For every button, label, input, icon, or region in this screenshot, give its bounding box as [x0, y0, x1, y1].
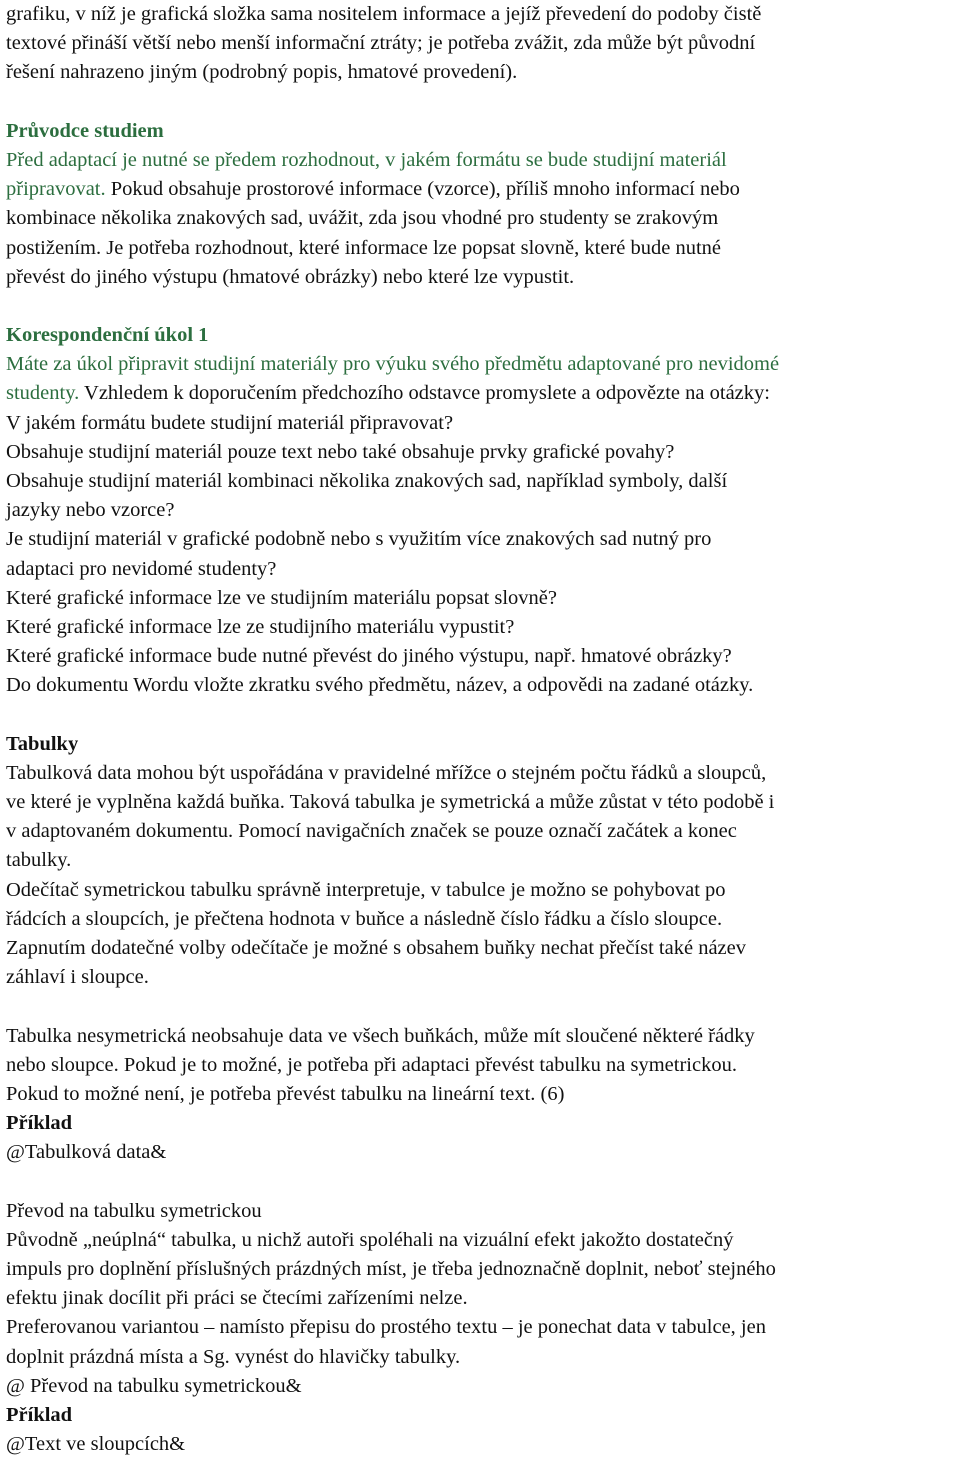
- task-title: Korespondenční úkol 1: [6, 324, 209, 347]
- tables-para1-line: záhlaví i sloupce.: [6, 966, 149, 989]
- intro-line-2: textové přináší větší nebo menší informační ztráty; je potřeba zvážit, zda může být původní: [6, 32, 756, 55]
- conversion-line: impuls pro doplnění příslušných prázdných míst, je třeba jednoznačně doplnit, neboť stejného: [6, 1258, 776, 1281]
- conversion-line: doplnit prázdná místa a Sg. vynést do hlavičky tabulky.: [6, 1345, 461, 1368]
- task-question: Je studijní materiál v grafické podobně nebo s využitím více znakových sad nutný pro: [6, 528, 712, 551]
- spacer: [6, 1168, 954, 1197]
- tables-title: Tabulky: [6, 732, 79, 755]
- tables-para1-line: v adaptovaném dokumentu. Pomocí navigačních značek se pouze označí začátek a konec: [6, 820, 737, 843]
- guide-line-4-rest: Je potřeba rozhodnout, které informace lze popsat slovně, které bude nutné: [101, 236, 721, 259]
- task-question: Které grafické informace bude nutné převést do jiného výstupu, např. hmatové obrázky?: [6, 645, 732, 668]
- task-instruction: Do dokumentu Wordu vložte zkratku svého předmětu, název, a odpovědi na zadané otázky.: [6, 674, 754, 697]
- example-1-title: Příklad: [6, 1112, 73, 1135]
- task-line-2-rest: Vzhledem k doporučením předchozího odstavce promyslete a odpovězte na otázky:: [79, 382, 770, 405]
- conversion-marker: @ Převod na tabulku symetrickou&: [6, 1374, 302, 1397]
- guide-line-1: Před adaptací je nutné se předem rozhodnout, v jakém formátu se bude studijní materiál: [6, 148, 727, 171]
- conversion-line: efektu jinak docílit při práci se čtecími zařízeními nelze.: [6, 1287, 468, 1310]
- tables-para1-line: Tabulková data mohou být uspořádána v pravidelné mřížce o stejném počtu řádků a sloupců,: [6, 761, 767, 784]
- conversion-title: Převod na tabulku symetrickou: [6, 1199, 262, 1222]
- intro-line-1: grafiku, v níž je grafická složka sama nositelem informace a jejíž převedení do podoby čistě: [6, 3, 762, 25]
- guide-line-3: kombinace několika znakových sad, uvážit, zda jsou vhodné pro studenty se zrakovým: [6, 207, 719, 230]
- conversion-line: Původně „neúplná“ tabulka, u nichž autoři spoléhali na vizuální efekt jakožto dostatečný: [6, 1228, 734, 1251]
- task-line-1: Máte za úkol připravit studijní materiály pro výuku svého předmětu adaptované pro nevidomé: [6, 353, 780, 376]
- task-question: jazyky nebo vzorce?: [6, 499, 175, 522]
- tables-para1-line: řádcích a sloupcích, je přečtena hodnota v buňce a následně číslo řádku a číslo sloupce.: [6, 907, 723, 930]
- guide-line-5: převést do jiného výstupu (hmatové obrázky) nebo které lze vypustit.: [6, 265, 575, 288]
- guide-line-4-start: postižením.: [6, 236, 102, 259]
- conversion-line: Preferovanou variantou – namísto přepisu do prostého textu – je ponechat data v tabulce, jen: [6, 1316, 766, 1339]
- guide-line-2-green: připravovat.: [6, 178, 106, 201]
- tables-para2-line: nebo sloupce. Pokud je to možné, je potřeba při adaptaci převést tabulku na symetrickou.: [6, 1053, 737, 1076]
- tables-para1-line: ve které je vyplněna každá buňka. Taková tabulka je symetrická a může zůstat v této podobě i: [6, 791, 775, 814]
- task-question: Které grafické informace lze ze studijního materiálu vypustit?: [6, 615, 515, 638]
- task-question: Obsahuje studijní materiál kombinaci několika znakových sad, například symboly, další: [6, 470, 728, 492]
- example-2-title: Příklad: [6, 1404, 73, 1426]
- intro-line-3: řešení nahrazeno jiným (podrobný popis, hmatové provedení).: [6, 61, 518, 84]
- spacer: [6, 292, 954, 321]
- guide-line-2: [6, 175, 954, 204]
- tables-para2-line: Pokud to možné není, je potřeba převést tabulku na lineární text. (6): [6, 1082, 565, 1105]
- guide-line-4: [6, 234, 954, 263]
- task-question: Obsahuje studijní materiál pouze text nebo také obsahuje prvky grafické povahy?: [6, 440, 675, 463]
- guide-title: Průvodce studiem: [6, 119, 164, 142]
- task-question: adaptaci pro nevidomé studenty?: [6, 557, 277, 580]
- guide-line-2-rest: Pokud obsahuje prostorové informace (vzorce), příliš mnoho informací nebo: [105, 178, 740, 201]
- tables-para2-line: Tabulka nesymetrická neobsahuje data ve všech buňkách, může mít sloučené některé řádky: [6, 1024, 755, 1047]
- tables-para1-line: Odečítač symetrickou tabulku správně interpretuje, v tabulce je možno se pohybovat po: [6, 878, 726, 901]
- example-2-marker: @Text ve sloupcích&: [6, 1433, 186, 1456]
- tables-para1-line: tabulky.: [6, 849, 72, 872]
- tables-para1-line: Zapnutím dodatečné volby odečítače je možné s obsahem buňky nechat přečíst také název: [6, 937, 746, 959]
- task-line-2: [6, 379, 954, 408]
- example-1-marker: @Tabulková data&: [6, 1141, 167, 1164]
- spacer: [6, 88, 954, 117]
- spacer: [6, 992, 954, 1021]
- task-line-2-green: studenty.: [6, 382, 80, 405]
- spacer: [6, 701, 954, 730]
- task-question: Které grafické informace lze ve studijním materiálu popsat slovně?: [6, 586, 558, 609]
- task-question: V jakém formátu budete studijní materiál připravovat?: [6, 411, 454, 434]
